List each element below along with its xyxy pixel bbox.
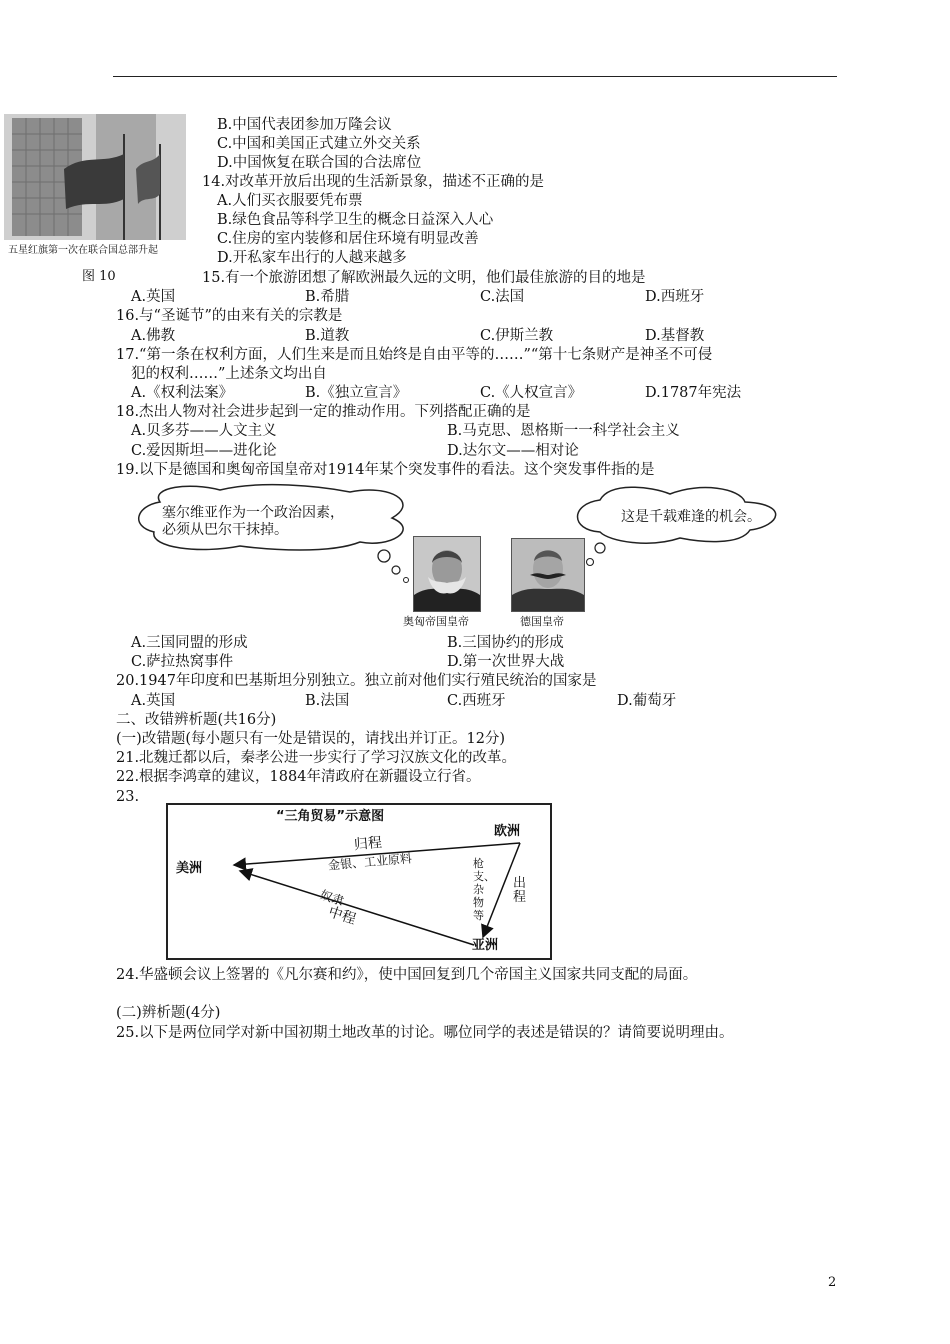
q18-option-a: A.贝多芬——人文主义 [131, 423, 277, 439]
q16-option-b: B.道教 [305, 328, 350, 344]
q20-option-a: A.英国 [131, 693, 176, 709]
q17-option-c: C.《人权宣言》 [480, 385, 583, 401]
q22: 22.根据李鸿章的建议，1884年清政府在新疆设立行省。 [116, 769, 481, 785]
label-middle-leg: 中程 [326, 904, 358, 928]
label-africa: 亚洲 [472, 938, 499, 953]
label-out-goods: 枪支、杂物等 [473, 857, 495, 922]
q15-option-b: B.希腊 [305, 289, 350, 305]
q20-stem: 20.1947年印度和巴基斯坦分别独立。独立前对他们实行殖民统治的国家是 [116, 673, 597, 689]
portrait-right-caption: 德国皇帝 [520, 615, 564, 628]
q14-stem: 14.对改革开放后出现的生活新景象，描述不正确的是 [202, 174, 545, 190]
austria-emperor-portrait [413, 536, 481, 612]
triangle-trade-diagram [166, 803, 552, 960]
q21: 21.北魏迁都以后，秦孝公进一步实行了学习汉族文化的改革。 [116, 750, 517, 766]
section2-title: 二、改错辨析题(共16分) [116, 712, 277, 728]
q15-option-a: A.英国 [131, 289, 176, 305]
q16-stem: 16.与“圣诞节”的由来有关的宗教是 [116, 308, 343, 324]
q13-option-c: C.中国和美国正式建立外交关系 [217, 136, 421, 152]
q18-option-c: C.爱因斯坦——进化论 [131, 443, 277, 459]
label-out-leg: 出程 [513, 876, 527, 905]
german-emperor-portrait [511, 538, 585, 612]
label-europe: 欧洲 [494, 824, 521, 839]
q17-option-b: B.《独立宣言》 [305, 385, 408, 401]
label-return-leg: 归程 [353, 834, 383, 854]
q20-option-d: D.葡萄牙 [617, 693, 677, 709]
q24: 24.华盛顿会议上签署的《凡尔赛和约》，使中国回复到几个帝国主义国家共同支配的局面。 [116, 967, 698, 983]
q18-stem: 18.杰出人物对社会进步起到一定的推动作用。下列搭配正确的是 [116, 404, 531, 420]
figure-label: 图 10 [82, 269, 116, 284]
q14-option-c: C.住房的室内装修和居住环境有明显改善 [217, 231, 479, 247]
q14-option-b: B.绿色食品等科学卫生的概念日益深入人心 [217, 212, 494, 228]
q19-option-a: A.三国同盟的形成 [131, 635, 248, 651]
photo-caption: 五星红旗第一次在联合国总部升起 [8, 245, 158, 256]
q25: 25.以下是两位同学对新中国初期土地改革的讨论。哪位同学的表述是错误的？请简要说明理由。 [116, 1025, 734, 1041]
label-middle-goods: 奴隶 [318, 887, 346, 909]
section2-sub1: (一)改错题(每小题只有一处是错误的，请找出并订正。12分) [116, 731, 506, 747]
q13-option-d: D.中国恢复在联合国的合法席位 [217, 155, 422, 171]
q15-option-c: C.法国 [480, 289, 525, 305]
q20-option-c: C.西班牙 [447, 693, 506, 709]
bubble-right-text: 这是千载难逢的机会。 [621, 509, 761, 525]
section2-sub2: (二)辨析题(4分) [116, 1005, 221, 1021]
bubble-left-line1: 塞尔维亚作为一个政治因素， [162, 505, 344, 521]
bubble-left-line2: 必须从巴尔干抹掉。 [162, 522, 288, 538]
portrait-left-caption: 奥匈帝国皇帝 [403, 615, 469, 628]
page-number: 2 [828, 1275, 837, 1290]
q19-option-b: B.三国协约的形成 [447, 635, 564, 651]
diagram-title: “三角贸易”示意图 [276, 809, 385, 824]
q14-option-d: D.开私家车出行的人越来越多 [217, 250, 407, 266]
q23: 23. [116, 789, 140, 805]
q15-option-d: D.西班牙 [645, 289, 705, 305]
q15-stem: 15.有一个旅游团想了解欧洲最久远的文明，他们最佳旅游的目的地是 [202, 270, 646, 286]
q17-option-d: D.1787年宪法 [645, 385, 742, 401]
q14-option-a: A.人们买衣服要凭布票 [217, 193, 363, 209]
q17-stem-line1: 17.“第一条在权利方面，人们生来是而且始终是自由平等的……”“第十七条财产是神圣不可侵 [116, 347, 713, 363]
q19-stem: 19.以下是德国和奥匈帝国皇帝对1914年某个突发事件的看法。这个突发事件指的是 [116, 462, 655, 478]
q19-option-c: C.萨拉热窝事件 [131, 654, 234, 670]
q16-option-d: D.基督教 [645, 328, 705, 344]
un-flag-photo [4, 114, 186, 240]
header-rule [113, 76, 837, 77]
q17-stem-line2: 犯的权利……”上述条文均出自 [131, 366, 327, 382]
label-america: 美洲 [176, 861, 203, 876]
label-return-goods: 金银、工业原料 [327, 851, 413, 873]
q18-option-d: D.达尔文——相对论 [447, 443, 579, 459]
q16-option-c: C.伊斯兰教 [480, 328, 554, 344]
q20-option-b: B.法国 [305, 693, 350, 709]
q18-option-b: B.马克思、恩格斯一一科学社会主义 [447, 423, 680, 439]
q19-option-d: D.第一次世界大战 [447, 654, 565, 670]
q17-option-a: A.《权利法案》 [131, 385, 234, 401]
q13-option-b: B.中国代表团参加万隆会议 [217, 117, 392, 133]
q16-option-a: A.佛教 [131, 328, 176, 344]
